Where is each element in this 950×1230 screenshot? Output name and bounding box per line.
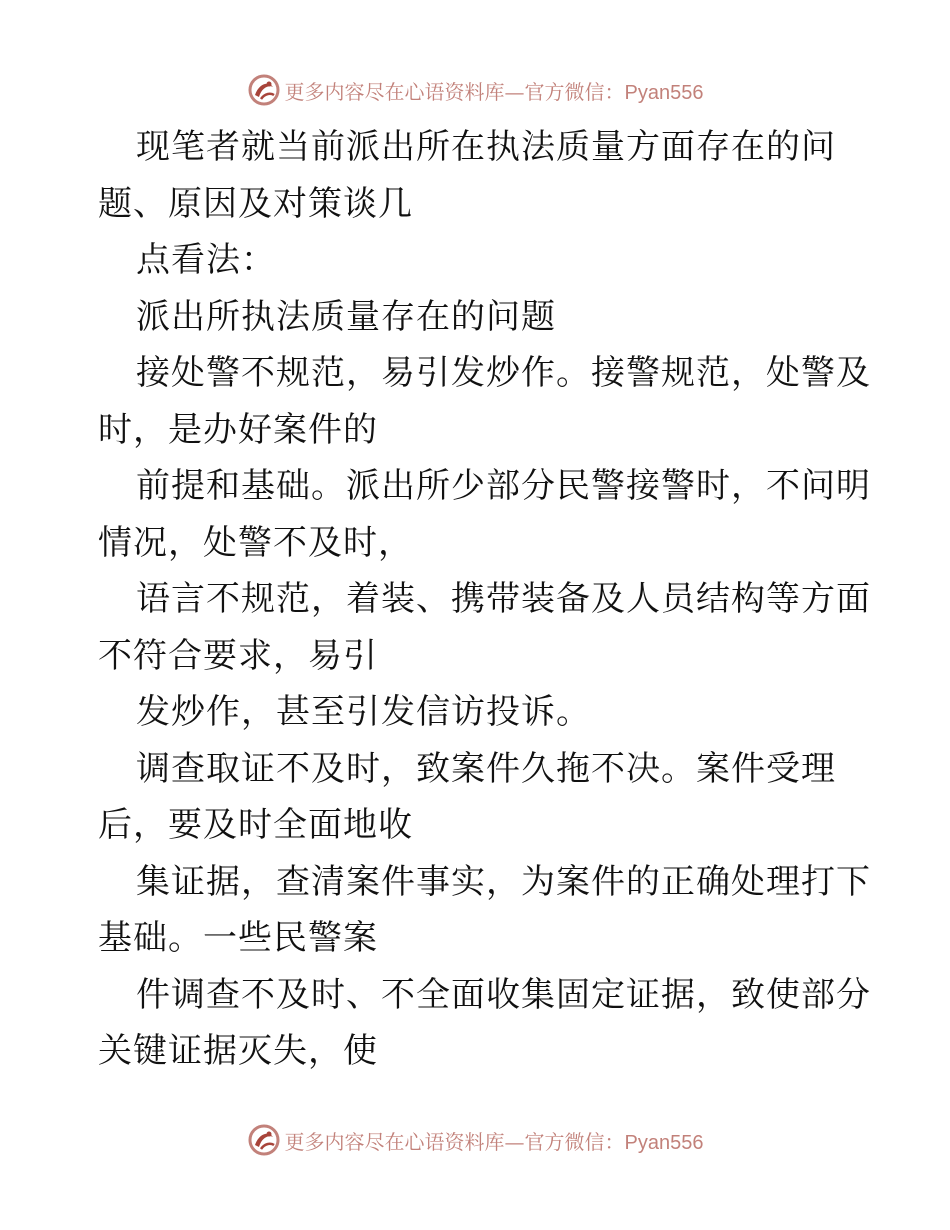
document-body: [98, 119, 871, 1080]
watermark-text: [285, 76, 704, 105]
header-watermark-banner: [0, 70, 950, 110]
watermark-label: 更多内容尽在心语资料库—官方微信：: [284, 79, 625, 104]
wechat-id: Pyan556: [624, 1131, 704, 1154]
footer-watermark-banner: [0, 1120, 950, 1160]
watermark-text: [285, 1126, 704, 1155]
text-line: 前提和基础。派出所少部分民警接警时，不问明: [136, 466, 871, 506]
text-line: 调查取证不及时，致案件久拖不决。案件受理: [136, 748, 836, 789]
swirl-logo-icon: [247, 73, 281, 107]
text-line: 情况，处警不及时，: [98, 522, 413, 563]
text-line: 集证据，查清案件事实，为案件的正确处理打下: [136, 861, 871, 902]
text-line: 语言不规范，着装、携带装备及人员结构等方面: [136, 579, 871, 619]
wechat-id: Pyan556: [624, 81, 704, 104]
text-line: 不符合要求，易引: [98, 635, 378, 676]
text-line: 发炒作，甚至引发信访投诉。: [136, 692, 591, 732]
text-line: 后，要及时全面地收: [98, 805, 413, 845]
text-line: 关键证据灭失，使: [98, 1031, 378, 1071]
text-line: 件调查不及时、不全面收集固定证据，致使部分: [136, 974, 871, 1015]
text-line: 现笔者就当前派出所在执法质量方面存在的问: [136, 127, 836, 167]
swirl-logo-icon: [247, 1123, 281, 1157]
watermark-label: 更多内容尽在心语资料库—官方微信：: [284, 1129, 625, 1154]
text-line: 题、原因及对策谈几: [98, 183, 413, 224]
text-line: 点看法：: [136, 240, 276, 280]
text-line: 接处警不规范，易引发炒作。接警规范，处警及: [136, 353, 871, 393]
text-line: 派出所执法质量存在的问题: [136, 296, 556, 337]
text-line: 时，是办好案件的: [98, 409, 378, 450]
text-line: 基础。一些民警案: [98, 918, 378, 958]
